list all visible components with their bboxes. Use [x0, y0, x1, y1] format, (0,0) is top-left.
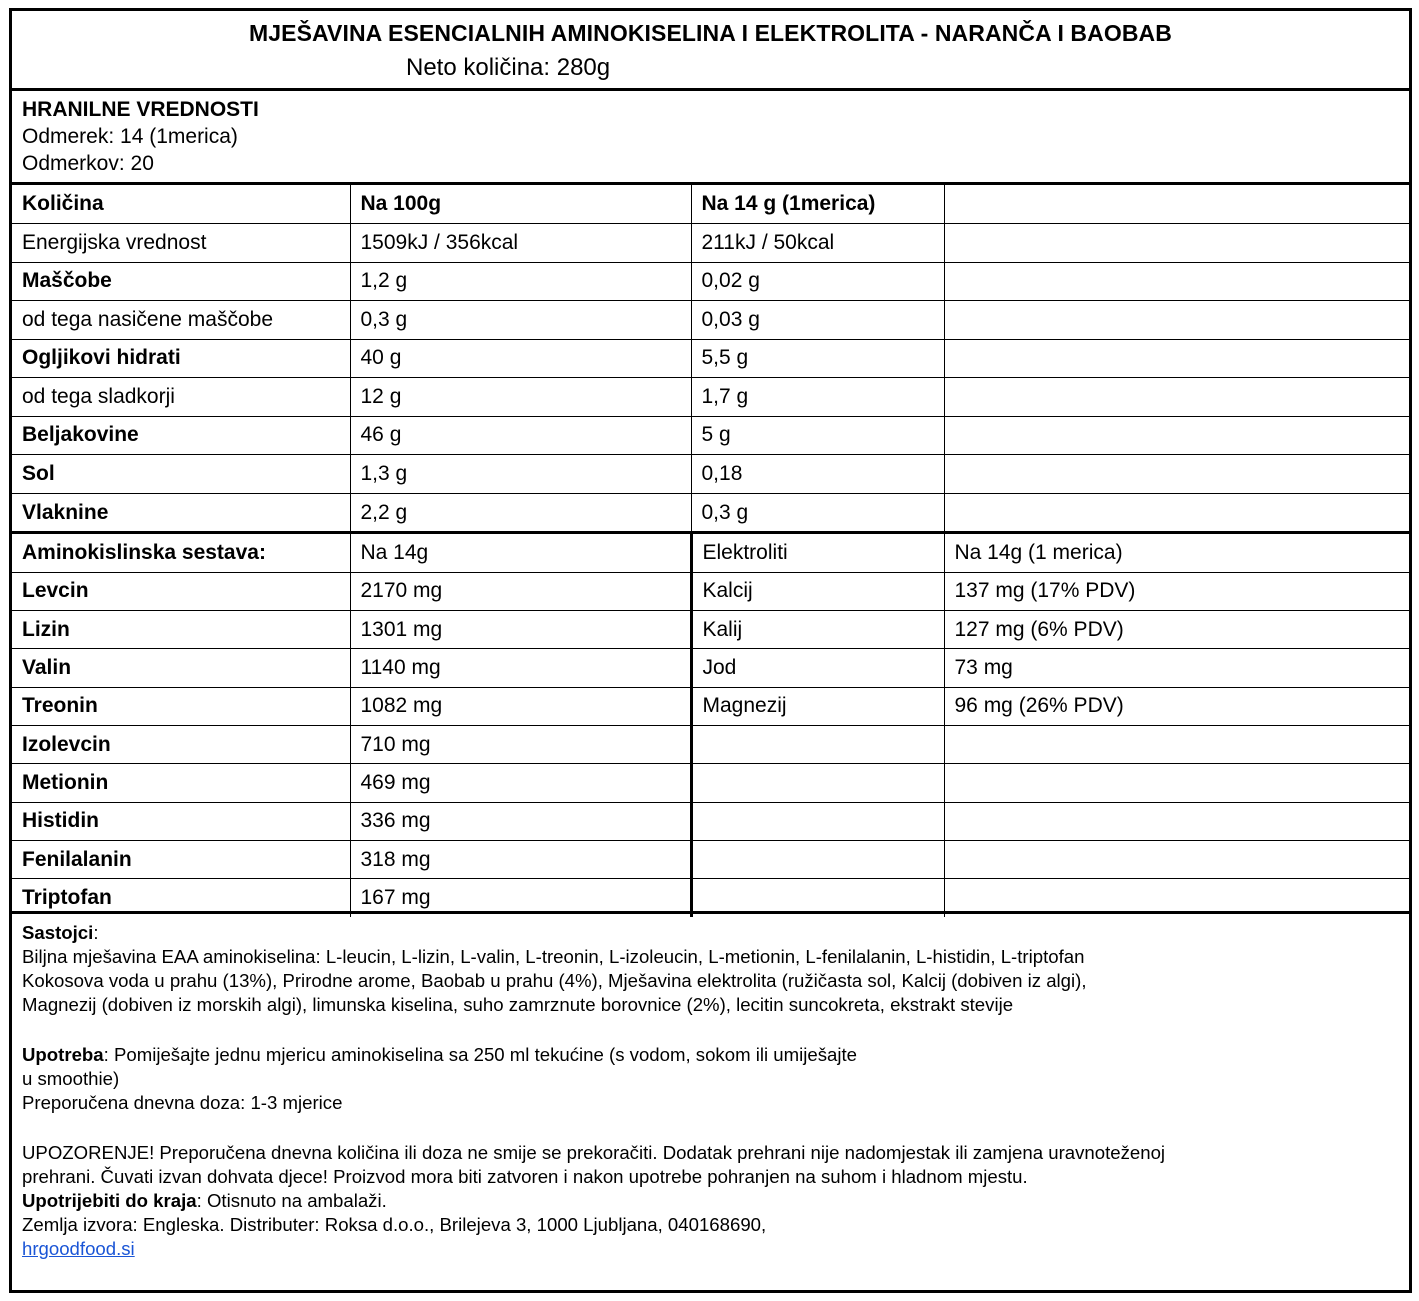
divider	[12, 88, 1409, 91]
nutrient-name: Beljakovine	[12, 416, 350, 455]
nutrition-row	[12, 493, 1409, 532]
amino-acid-value: 1082 mg	[350, 687, 691, 725]
empty-cell	[691, 802, 944, 840]
empty-cell	[944, 262, 1409, 301]
amino-row	[12, 840, 1409, 878]
amino-header-row	[12, 534, 1409, 572]
amino-acid-name: Lizin	[12, 611, 350, 649]
ingredients-line: Magnezij (dobiven iz morskih algi), limunska kiselina, suho zamrznute borovnice (2%), lecitin suncokreta, ekstrakt stevije	[22, 994, 1014, 1015]
net-quantity: Neto količina: 280g	[406, 54, 611, 81]
empty-cell	[691, 840, 944, 878]
amino-acid-value: 336 mg	[350, 802, 691, 840]
warning-line: prehrani. Čuvati izvan dohvata djece! Proizvod mora biti zatvoren i nakon upotrebe pohranjen na suhom i hladnom mjestu.	[22, 1166, 1028, 1187]
empty-cell	[944, 764, 1409, 802]
nutrient-name: Energijska vrednost	[12, 224, 350, 263]
ingredients-heading	[22, 922, 98, 944]
value-per-100g: 12 g	[350, 378, 691, 417]
value-per-serving: 0,18	[691, 455, 944, 494]
electrolyte-name: Jod	[691, 649, 944, 687]
value-per-100g: 40 g	[350, 339, 691, 378]
nutrient-name: Ogljikovi hidrati	[12, 339, 350, 378]
ingredients-line: Kokosova voda u prahu (13%), Prirodne arome, Baobab u prahu (4%), Mješavina elektrolita (ružičasta sol, Kalcij (dobiven iz algi),	[22, 970, 1087, 991]
amino-header-value: Na 14g	[350, 534, 691, 572]
usage	[22, 1044, 857, 1066]
serving-block	[12, 94, 1409, 184]
best-before-label: Upotrijebiti do kraja	[22, 1190, 197, 1211]
column-header: Na 14 g (1merica)	[691, 185, 944, 224]
empty-cell	[944, 455, 1409, 494]
empty-cell	[944, 725, 1409, 763]
amino-acid-value: 710 mg	[350, 725, 691, 763]
amino-acid-value: 318 mg	[350, 840, 691, 878]
value-per-serving: 211kJ / 50kcal	[691, 224, 944, 263]
empty-cell	[944, 378, 1409, 417]
amino-acid-name: Histidin	[12, 802, 350, 840]
empty-cell	[944, 840, 1409, 878]
serving-size: Odmerek: 14 (1merica)	[22, 125, 238, 148]
amino-row	[12, 687, 1409, 725]
electrolyte-header-name: Elektroliti	[691, 534, 944, 572]
origin-distributor: Zemlja izvora: Engleska. Distributer: Roksa d.o.o., Brilejeva 3, 1000 Ljubljana, 040168690,	[22, 1214, 767, 1235]
amino-acid-name: Treonin	[12, 687, 350, 725]
amino-acid-name: Izolevcin	[12, 725, 350, 763]
amino-row	[12, 572, 1409, 610]
amino-acid-name: Fenilalanin	[12, 840, 350, 878]
amino-row	[12, 649, 1409, 687]
nutrition-row	[12, 339, 1409, 378]
usage-text: : Pomiješajte jednu mjericu aminokiselina sa 250 ml tekućine (s vodom, sokom ili umiješajte	[103, 1044, 857, 1065]
amino-acid-value: 167 mg	[350, 879, 691, 917]
nutrient-name: Sol	[12, 455, 350, 494]
amino-electrolyte-table	[12, 534, 1409, 917]
empty-cell	[944, 339, 1409, 378]
recommended-dose: Preporučena dnevna doza: 1-3 mjerice	[22, 1092, 343, 1113]
value-per-serving: 0,02 g	[691, 262, 944, 301]
value-per-serving: 5 g	[691, 416, 944, 455]
amino-acid-name: Levcin	[12, 572, 350, 610]
electrolyte-name: Kalij	[691, 611, 944, 649]
amino-row	[12, 725, 1409, 763]
nutrition-row	[12, 455, 1409, 494]
amino-acid-value: 469 mg	[350, 764, 691, 802]
ingredients-colon: :	[93, 922, 99, 943]
electrolyte-name: Magnezij	[691, 687, 944, 725]
value-per-100g: 0,3 g	[350, 301, 691, 340]
value-per-serving: 0,03 g	[691, 301, 944, 340]
title-block	[12, 11, 1409, 91]
empty-cell	[944, 493, 1409, 532]
value-per-100g: 2,2 g	[350, 493, 691, 532]
nutrition-label	[9, 8, 1412, 1293]
nutrition-header-row	[12, 185, 1409, 224]
best-before-text: : Otisnuto na ambalaži.	[196, 1190, 387, 1211]
empty-cell	[944, 802, 1409, 840]
nutrient-name: Vlaknine	[12, 493, 350, 532]
value-per-serving: 5,5 g	[691, 339, 944, 378]
value-per-100g: 46 g	[350, 416, 691, 455]
value-per-serving: 1,7 g	[691, 378, 944, 417]
electrolyte-value: 96 mg (26% PDV)	[944, 687, 1409, 725]
value-per-serving: 0,3 g	[691, 493, 944, 532]
product-title: MJEŠAVINA ESENCIALNIH AMINOKISELINA I ELEKTROLITA - NARANČA I BAOBAB	[249, 20, 1172, 46]
servings-count: Odmerkov: 20	[22, 152, 154, 175]
electrolyte-value: 127 mg (6% PDV)	[944, 611, 1409, 649]
nutrient-name: od tega nasičene maščobe	[12, 301, 350, 340]
amino-row	[12, 764, 1409, 802]
amino-acid-name: Triptofan	[12, 879, 350, 917]
column-header	[944, 185, 1409, 224]
electrolyte-name: Kalcij	[691, 572, 944, 610]
nutrition-heading: HRANILNE VREDNOSTI	[22, 98, 259, 121]
electrolyte-header-value: Na 14g (1 merica)	[944, 534, 1409, 572]
empty-cell	[691, 764, 944, 802]
column-header: Količina	[12, 185, 350, 224]
amino-row	[12, 802, 1409, 840]
nutrition-table	[12, 185, 1409, 532]
usage-label: Upotreba	[22, 1044, 104, 1065]
nutrition-row	[12, 224, 1409, 263]
amino-row	[12, 611, 1409, 649]
amino-acid-name: Valin	[12, 649, 350, 687]
warning-line: UPOZORENJE! Preporučena dnevna količina ili doza ne smije se prekoračiti. Dodatak prehrani nije nadomjestak ili zamjena uravnoteženoj	[22, 1142, 1166, 1163]
nutrition-row	[12, 378, 1409, 417]
amino-acid-value: 1301 mg	[350, 611, 691, 649]
nutrient-name: Maščobe	[12, 262, 350, 301]
empty-cell	[691, 725, 944, 763]
nutrition-row	[12, 301, 1409, 340]
best-before	[22, 1190, 387, 1212]
ingredients-label: Sastojci	[22, 922, 94, 943]
usage-text-2: u smoothie)	[22, 1068, 120, 1089]
column-header: Na 100g	[350, 185, 691, 224]
amino-acid-value: 1140 mg	[350, 649, 691, 687]
amino-acid-name: Metionin	[12, 764, 350, 802]
nutrient-name: od tega sladkorji	[12, 378, 350, 417]
website-line	[22, 1238, 135, 1260]
empty-cell	[944, 416, 1409, 455]
electrolyte-value: 73 mg	[944, 649, 1409, 687]
value-per-100g: 1509kJ / 356kcal	[350, 224, 691, 263]
empty-cell	[944, 224, 1409, 263]
empty-cell	[944, 301, 1409, 340]
value-per-100g: 1,2 g	[350, 262, 691, 301]
amino-acid-value: 2170 mg	[350, 572, 691, 610]
electrolyte-value: 137 mg (17% PDV)	[944, 572, 1409, 610]
website-link[interactable]: hrgoodfood.si	[22, 1238, 135, 1259]
value-per-100g: 1,3 g	[350, 455, 691, 494]
footer	[12, 914, 1409, 1290]
nutrition-row	[12, 262, 1409, 301]
nutrition-row	[12, 416, 1409, 455]
amino-header-name: Aminokislinska sestava:	[12, 534, 350, 572]
ingredients-line: Biljna mješavina EAA aminokiselina: L-leucin, L-lizin, L-valin, L-treonin, L-izoleucin, L-metionin, L-fenilalanin, L-histidin, L-triptofan	[22, 946, 1085, 967]
